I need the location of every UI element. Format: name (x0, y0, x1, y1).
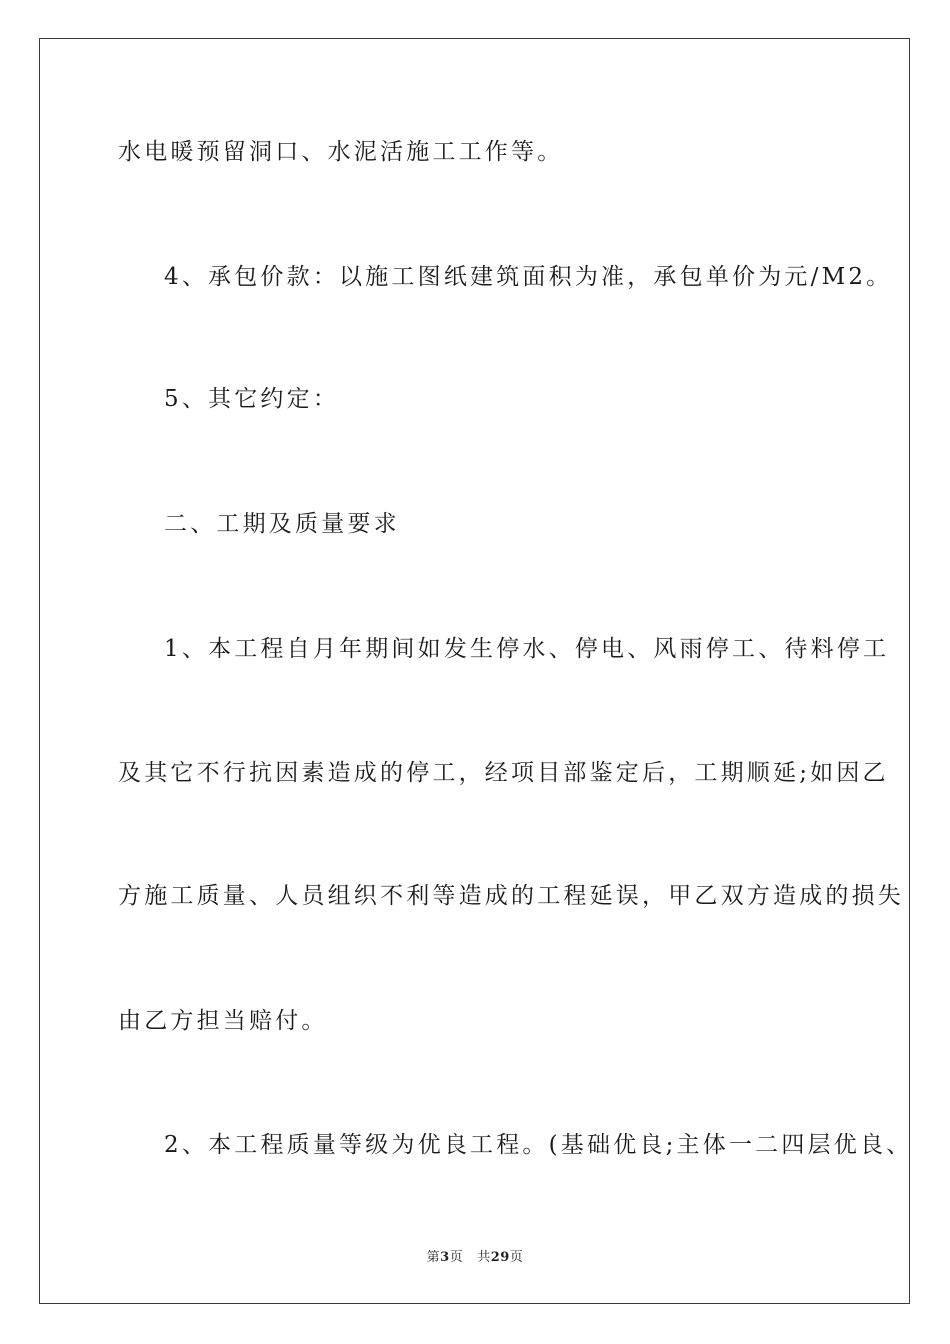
body-line-5: 1、本工程自月年期间如发生停水、停电、风雨停工、待料停工 (164, 636, 890, 662)
footer-total-prefix: 共 (477, 1250, 491, 1265)
section-heading: 二、工期及质量要求 (164, 511, 400, 537)
body-line-6: 及其它不行抗因素造成的停工，经项目部鉴定后，工期顺延;如因乙 (118, 760, 889, 786)
footer-page-suffix: 页 (449, 1250, 464, 1265)
footer-total-pages: 29 (490, 1250, 510, 1265)
body-line-8: 由乙方担当赔付。 (118, 1008, 328, 1034)
page-footer (0, 1246, 950, 1265)
body-line-1: 水电暖预留洞口、水泥活施工工作等。 (118, 139, 564, 165)
body-line-3: 5、其它约定： (164, 386, 340, 412)
body-line-7: 方施工质量、人员组织不利等造成的工程延误，甲乙双方造成的损失 (118, 883, 904, 909)
footer-page-prefix: 第 (426, 1250, 441, 1265)
body-line-9: 2、本工程质量等级为优良工程。(基础优良;主体一二四层优良、 (164, 1132, 913, 1158)
footer-page-number: 3 (440, 1250, 450, 1265)
page-border (39, 38, 913, 1304)
footer-total-suffix: 页 (509, 1250, 524, 1265)
body-line-2: 4、承包价款：以施工图纸建筑面积为准，承包单价为元/M2。 (164, 264, 893, 290)
